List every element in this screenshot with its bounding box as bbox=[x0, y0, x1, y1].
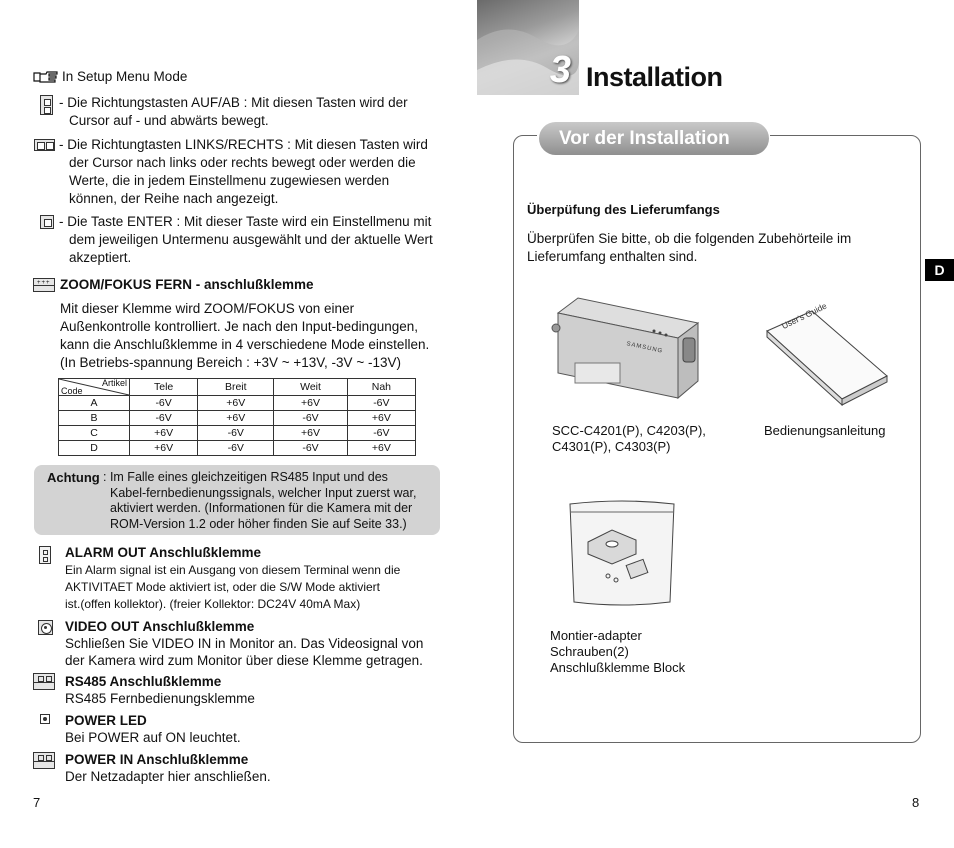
table-cell: +6V bbox=[198, 396, 274, 411]
alarm-body-2: AKTIVITAET Mode aktiviert ist, oder die S/W Mode aktiviert bbox=[65, 580, 380, 594]
achtung-box bbox=[34, 465, 440, 535]
page-number-right: 8 bbox=[912, 795, 920, 810]
table-cell: B bbox=[59, 411, 130, 426]
chapter-image bbox=[477, 0, 579, 95]
achtung-line-2: Kabel-fernbedienungssignals, welcher Input zuerst war, bbox=[110, 485, 417, 500]
table-cell: +6V bbox=[347, 441, 415, 456]
terminal-block-icon: +++ bbox=[33, 278, 55, 292]
leftright-button-icon bbox=[34, 139, 55, 151]
table-cell: -6V bbox=[198, 441, 274, 456]
power-in-title: POWER IN Anschlußklemme bbox=[65, 752, 249, 767]
updown-line-2: Cursor auf - und abwärts bewegt. bbox=[69, 113, 269, 128]
table-cell: -6V bbox=[274, 411, 347, 426]
table-cell: -6V bbox=[274, 441, 347, 456]
table-header: Weit bbox=[274, 379, 347, 396]
table-cell: +6V bbox=[274, 426, 347, 441]
table-cell: -6V bbox=[198, 426, 274, 441]
updown-line-1: - Die Richtungstasten AUF/AB : Mit diesen Tasten wird der bbox=[59, 95, 408, 110]
table-header: Tele bbox=[130, 379, 198, 396]
accessory-bag-illustration bbox=[566, 498, 678, 610]
table-cell: -6V bbox=[130, 411, 198, 426]
pointing-hand-icon bbox=[33, 70, 59, 84]
camera-caption-2: C4301(P), C4303(P) bbox=[552, 439, 671, 454]
enter-line-1: - Die Taste ENTER : Mit dieser Taste wird ein Einstellmenu mit bbox=[59, 214, 432, 229]
intro-line-2: Lieferumfang enthalten sind. bbox=[527, 249, 698, 264]
video-body-2: der Kamera wird zum Monitor über diese Klemme getragen. bbox=[65, 653, 423, 668]
power-led-icon bbox=[40, 714, 50, 724]
camera-brand: SAMSUNG bbox=[625, 341, 664, 355]
rs485-terminal-icon bbox=[33, 673, 55, 690]
table-header-row bbox=[59, 379, 416, 396]
table-cell: +6V bbox=[198, 411, 274, 426]
alarm-body-1: Ein Alarm signal ist ein Ausgang von diesem Terminal wenn die bbox=[65, 563, 401, 577]
corner-artikel: Artikel bbox=[101, 378, 127, 388]
enter-line-3: akzeptiert. bbox=[69, 250, 132, 265]
leftright-line-1: - Die Richtungtasten LINKS/RECHTS : Mit diesen Tasten wird bbox=[59, 137, 428, 152]
kit-caption-3: Anschlußklemme Block bbox=[550, 660, 686, 675]
leftright-line-3: Werte, die in jedem Einstellmenu zugewiesen werden bbox=[69, 173, 390, 188]
alarm-title: ALARM OUT Anschlußklemme bbox=[65, 545, 262, 560]
achtung-line-1: : Im Falle eines gleichzeitigen RS485 Input und des bbox=[103, 470, 388, 484]
table-cell: -6V bbox=[130, 396, 198, 411]
power-in-body: Der Netzadapter hier anschließen. bbox=[65, 769, 271, 784]
zoom-title: ZOOM/FOKUS FERN - anschlußklemme bbox=[60, 277, 314, 292]
table-row bbox=[59, 396, 416, 411]
video-title: VIDEO OUT Anschlußklemme bbox=[65, 619, 255, 634]
zoom-body-1: Mit dieser Klemme wird ZOOM/FOKUS von einer bbox=[60, 301, 355, 316]
page-number-left: 7 bbox=[33, 795, 41, 810]
enter-line-2: dem jeweiligen Untermenu ausgewählt und der aktuelle Wert bbox=[69, 232, 433, 247]
table-cell: A bbox=[59, 396, 130, 411]
table-cell: +6V bbox=[130, 426, 198, 441]
kit-caption-2: Schrauben(2) bbox=[550, 644, 629, 659]
table-cell: +6V bbox=[274, 396, 347, 411]
table-cell: +6V bbox=[347, 411, 415, 426]
achtung-line-3: aktiviert werden. (Informationen für die Kamera mit der bbox=[110, 501, 413, 515]
camera-caption-1: SCC-C4201(P), C4203(P), bbox=[552, 423, 706, 438]
table-cell: +6V bbox=[130, 441, 198, 456]
table-row bbox=[59, 426, 416, 441]
table-header: Nah bbox=[347, 379, 415, 396]
section-title-pill bbox=[539, 122, 769, 155]
power-led-title: POWER LED bbox=[65, 713, 147, 728]
language-tab-d: D bbox=[925, 259, 954, 281]
table-row bbox=[59, 411, 416, 426]
alarm-terminal-icon bbox=[39, 546, 51, 564]
video-body-1: Schließen Sie VIDEO IN in Monitor an. Das Videosignal von bbox=[65, 636, 424, 651]
video-out-connector-icon bbox=[38, 620, 53, 635]
chapter-number: 3 bbox=[549, 49, 571, 91]
subheading: Überpüfung des Lieferumfangs bbox=[527, 202, 720, 217]
leftright-line-4: können, der Reihe nach angezeigt. bbox=[69, 191, 279, 206]
table-row bbox=[59, 441, 416, 456]
setup-heading: In Setup Menu Mode bbox=[62, 69, 188, 84]
chapter-title: Installation bbox=[586, 62, 723, 92]
table-cell: -6V bbox=[347, 396, 415, 411]
power-led-body: Bei POWER auf ON leuchtet. bbox=[65, 730, 241, 745]
corner-code: Code bbox=[61, 386, 83, 396]
table-cell: D bbox=[59, 441, 130, 456]
zoom-body-3: kann die Anschlußklemme in 4 verschiedene Mode einstellen. bbox=[60, 337, 430, 352]
rs485-body: RS485 Fernbedienungsklemme bbox=[65, 691, 255, 706]
manual-caption: Bedienungsanleitung bbox=[764, 423, 886, 438]
table-header: Breit bbox=[198, 379, 274, 396]
intro-line-1: Überprüfen Sie bitte, ob die folgenden Zubehörteile im bbox=[527, 231, 852, 246]
table-corner-cell bbox=[59, 379, 130, 396]
voltage-table bbox=[58, 378, 416, 456]
alarm-body-3: ist.(offen kollektor). (freier Kollektor: DC24V 40mA Max) bbox=[65, 597, 361, 611]
table-cell: -6V bbox=[347, 426, 415, 441]
kit-caption-1: Montier-adapter bbox=[550, 628, 642, 643]
achtung-label: Achtung bbox=[47, 470, 100, 485]
zoom-body-4: (In Betriebs-spannung Bereich : +3V ~ +13V, -3V ~ -13V) bbox=[60, 355, 401, 370]
leftright-line-2: der Cursor nach links oder rechts bewegt oder werden die bbox=[69, 155, 416, 170]
rs485-title: RS485 Anschlußklemme bbox=[65, 674, 222, 689]
updown-button-icon bbox=[40, 95, 53, 115]
achtung-line-4: ROM-Version 1.2 oder höher finden Sie auf Seite 33.) bbox=[110, 516, 407, 531]
camera-illustration bbox=[548, 293, 708, 403]
enter-button-icon bbox=[40, 215, 54, 229]
power-in-terminal-icon bbox=[33, 752, 55, 769]
section-title: Vor der Installation bbox=[559, 128, 730, 149]
zoom-body-2: Außenkontrolle kontrolliert. Je nach den Input-bedingungen, bbox=[60, 319, 418, 334]
manual-cover-text: User's Guide bbox=[780, 300, 829, 331]
table-cell: C bbox=[59, 426, 130, 441]
